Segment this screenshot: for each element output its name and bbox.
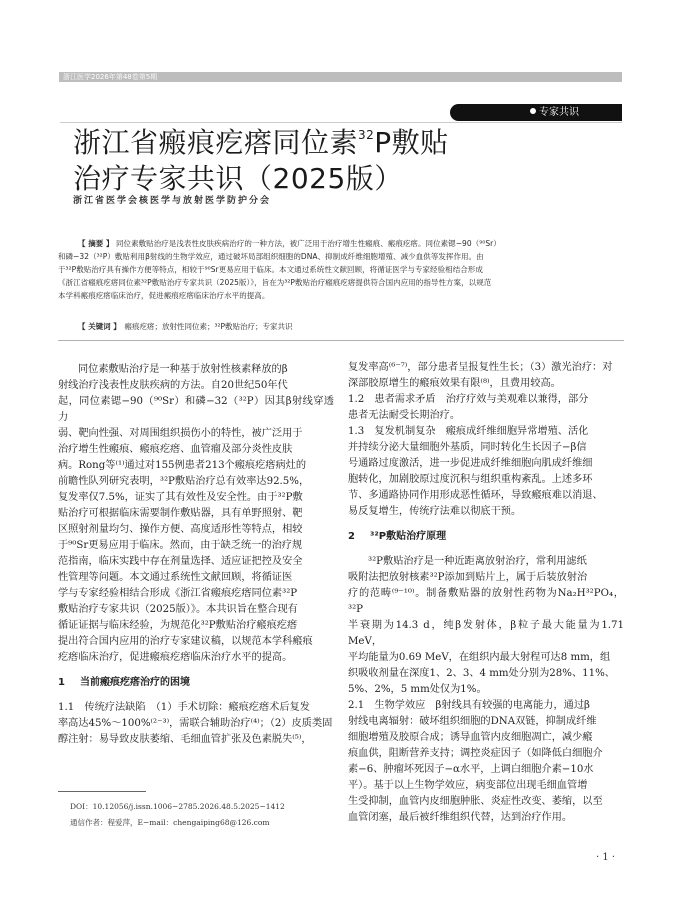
section-heading-1: 1 当前瘢痕疙瘩治疗的困境 <box>58 677 190 688</box>
text-line: 痕血供，阻断营养支持；调控炎症因子（如降低白细胞介 <box>348 748 603 759</box>
text-line: 弱、靶向性强、对周围组织损伤小的特性，被广泛用于 <box>58 428 303 439</box>
text-line: 平均能量为0.69 MeV，在组织内最大射程可达8 mm，组 <box>348 652 611 663</box>
text-line: 1.2 患者需求矛盾 治疗疗效与美观难以兼得，部分 <box>348 394 589 405</box>
text-line: 吸附法把放射核素³²P添加到贴片上，属于后装放射治 <box>348 572 588 583</box>
text-line: 疗的范畴⁽⁹⁻¹⁰⁾。制备敷贴器的放射性药物为Na₂H³²PO₄，³²P <box>348 588 624 615</box>
abstract-rule <box>58 340 624 341</box>
text-line: 易反复增生，传统疗法难以彻底干预。 <box>348 506 522 517</box>
text-line: 贴治疗可根据临床需要制作敷贴器，具有单野照射、靶 <box>58 508 303 519</box>
text-line: 提出符合国内应用的治疗专家建议稿，以规范本学科瘢痕 <box>58 636 313 647</box>
article-title <box>73 117 493 197</box>
text-line: 于⁹⁰Sr更易应用于临床。然而，由于缺乏统一的治疗规 <box>58 540 303 551</box>
text-line: 敷贴治疗专家共识（2025版）》。本共识旨在整合现有 <box>58 604 298 615</box>
bullet-icon <box>530 108 536 114</box>
author-organization: 浙江省医学会核医学与放射医学防护分会 <box>73 196 272 206</box>
subsection-1-1-continued <box>348 360 624 392</box>
text-line: 生受抑制，血管内皮细胞肿胀、炎症性改变、萎缩，以至 <box>348 796 603 807</box>
text-line: 病。Rong等⁽¹⁾通过对155例患者213个瘢痕疙瘩病灶的 <box>58 460 307 471</box>
text-line: 1.1 传统疗法缺陷 （1）手术切除：瘢痕疙瘩术后复发 <box>58 702 310 713</box>
footnote-rule <box>58 791 146 792</box>
text-line: 胞转化，加剧胶原过度沉积与组织重构紊乱。上述多环 <box>348 474 593 485</box>
text-line: 射线电离辐射：破坏组织细胞的DNA双链，抑制成纤维 <box>348 716 597 727</box>
text-line: 治疗增生性瘢痕、瘢痕疙瘩、血管瘤及部分炎性皮肤 <box>58 444 293 455</box>
title-line-2: 治疗专家共识（2025版） <box>73 162 403 195</box>
abstract-line: 《浙江省瘢痕疙瘩同位素³²P敷贴治疗专家共识（2025版）》，旨在为³²P敷贴治疗瘢痕疙瘩提供符合国内应用的指导性方案，以规范 <box>58 278 492 287</box>
page-number: · 1 · <box>596 852 616 863</box>
column-badge-label: 专家共识 <box>539 107 579 118</box>
subsection-1-1 <box>58 700 334 748</box>
footnote-author: 通信作者：程爱萍，E−mail：chengaiping68@126.com <box>70 818 270 827</box>
text-line: 织吸收剂量在深度1、2、3、4 mm处分别为28%、11%、 <box>348 668 615 679</box>
text-line: 半衰期为14.3 d，纯β发射体，β粒子最大能量为1.71 MeV， <box>348 620 624 647</box>
abstract-line: 本学科瘢痕疙瘩临床治疗，促进瘢痕疙瘩临床治疗水平的提高。 <box>58 291 270 300</box>
text-line: 2.1 生物学效应 β射线具有较强的电离能力，通过β <box>348 700 590 711</box>
abstract-line: 于³²P敷贴治疗具有操作方便等特点，相较于⁹⁰Sr更易应用于临床。本文通过系统性文献回顾，将循证医学与专家经验相结合形成 <box>58 265 483 274</box>
text-line: 5%、2%，5 mm处仅为1%。 <box>348 684 487 695</box>
text-line: 素−6、肿瘤坏死因子−α水平，上调白细胞介素−10水 <box>348 764 594 775</box>
footnote-doi: DOI：10.12056/j.issn.1006−2785.2026.48.5.2025−1412 <box>70 802 285 811</box>
text-line: 前瞻性队列研究表明，³²P敷贴治疗总有效率达92.5%， <box>58 476 310 487</box>
abstract-line: 和磷−32（³²P）敷贴利用β射线的生物学效应，通过破坏局部组织细胞的DNA、抑制成纤维细胞增殖、减少血供等发挥作用。由 <box>58 252 484 261</box>
subsection-1-2 <box>348 392 624 424</box>
text-line: 平）。基于以上生物学效应，病变部位出现毛细血管增 <box>348 780 588 791</box>
text-line: 同位素敷贴治疗是一种基于放射性核素释放的β <box>78 364 288 375</box>
abstract-line: 同位素敷贴治疗是浅表性皮肤疾病治疗的一种方法，被广泛用于治疗增生性瘢痕、瘢痕疙瘩。同位素锶−90（⁹⁰Sr） <box>115 239 501 248</box>
text-line: 细胞增殖及胶原合成；诱导血管内皮细胞凋亡，减少瘢 <box>348 732 593 743</box>
text-line: 性管理等问题。本文通过系统性文献回顾，将循证医 <box>58 572 293 583</box>
left-column <box>58 362 334 748</box>
text-line: 深部胶原增生的瘢痕效果有限⁽⁸⁾，且费用较高。 <box>348 378 561 389</box>
text-line: 率高达45%～100%⁽²⁻³⁾，需联合辅助治疗⁽⁴⁾；（2）皮质类固 <box>58 718 333 729</box>
abstract-label: 【 摘要 】 <box>78 239 114 248</box>
subsection-2-1 <box>348 698 624 826</box>
text-line: 范指南，临床实践中存在剂量选择、适应证把控及安全 <box>58 556 303 567</box>
right-column <box>348 360 624 826</box>
title-line-1: 浙江省瘢痕疙瘩同位素$^{32}$P敷贴 <box>73 126 449 159</box>
section-2-intro <box>348 554 624 698</box>
subsection-1-3 <box>348 424 624 520</box>
text-line: 区照射剂量均匀、操作方便、高度适形性等特点，相较 <box>58 524 303 535</box>
text-line: 号通路过度激活，进一步促进成纤维细胞向肌成纤维细 <box>348 458 593 469</box>
text-line: 学与专家经验相结合形成《浙江省瘢痕疙瘩同位素³²P <box>58 588 298 599</box>
text-line: 起，同位素锶−90（⁹⁰Sr）和磷−32（³²P）因其β射线穿透力 <box>58 396 334 423</box>
text-line: 患者无法耐受长期治疗。 <box>348 410 461 421</box>
text-line: 循证证据与临床经验，为规范化³²P敷贴治疗瘢痕疙瘩 <box>58 620 298 631</box>
running-header: 浙江医学2026年第48卷第5期 <box>63 73 158 81</box>
keywords-text: 瘢痕疙瘩；放射性同位素；³²P敷贴治疗；专家共识 <box>124 322 293 331</box>
intro-paragraph <box>58 362 334 666</box>
text-line: 射线治疗浅表性皮肤疾病的方法。自20世纪50年代 <box>58 380 288 391</box>
abstract <box>58 237 624 302</box>
section-heading-2: 2 ³²P敷贴治疗原理 <box>348 531 447 542</box>
text-line: 并持续分泌大量细胞外基质，同时转化生长因子−β信 <box>348 442 587 453</box>
text-line: 疙瘩临床治疗，促进瘢痕疙瘩临床治疗水平的提高。 <box>58 652 293 663</box>
text-line: 醇注射：易导致皮肤萎缩、毛细血管扩张及色素脱失⁽⁵⁾， <box>58 734 312 745</box>
text-line: 复发率高⁽⁶⁻⁷⁾，部分患者呈报复性生长；（3）激光治疗：对 <box>348 362 613 373</box>
text-line: ³²P敷贴治疗是一种近距离放射治疗，常利用滤纸 <box>368 556 587 567</box>
keywords-label: 【 关键词 】 <box>78 322 117 331</box>
keywords <box>58 320 624 333</box>
text-line: 血管闭塞，最后被纤维组织代替，达到治疗作用。 <box>348 812 573 823</box>
text-line: 节、多通路协同作用形成恶性循环，导致瘢痕难以消退、 <box>348 490 603 501</box>
text-line: 复发率仅7.5%，证实了其有效性及安全性。由于³²P敷 <box>58 492 303 503</box>
text-line: 1.3 复发机制复杂 瘢痕成纤维细胞异常增殖、活化 <box>348 426 589 437</box>
